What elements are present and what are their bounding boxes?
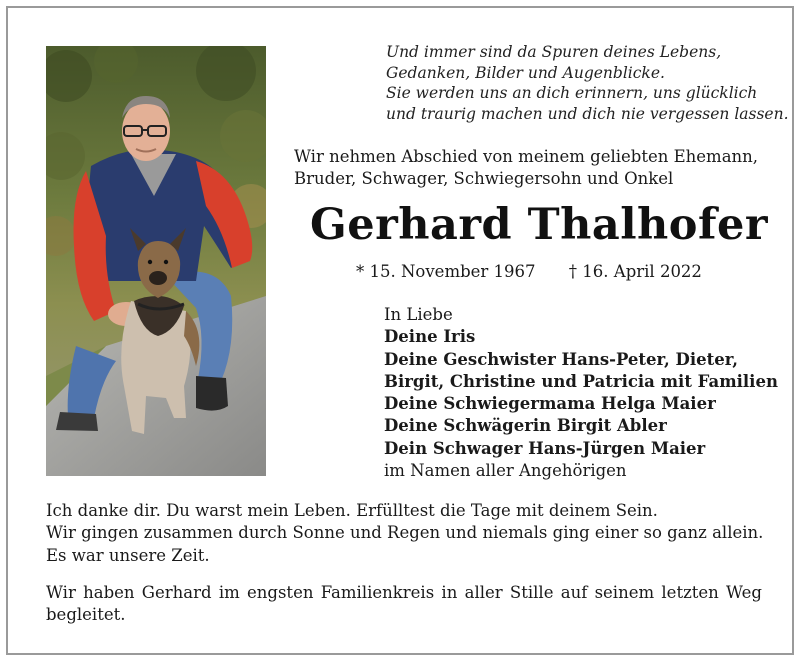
poem-line: Gedanken, Bilder und Augenblicke. bbox=[386, 63, 665, 82]
mourner-line: Dein Schwager Hans-Jürgen Maier bbox=[384, 438, 706, 458]
photo-man-with-dog bbox=[46, 46, 266, 476]
mourners-list bbox=[384, 304, 784, 482]
poem-line: Und immer sind da Spuren deines Lebens, bbox=[386, 43, 722, 61]
poem-line: Sie werden uns an dich erinnern, uns glücklich bbox=[386, 84, 758, 102]
intro-line: Wir nehmen Abschied von meinem geliebten Ehemann, bbox=[294, 147, 759, 166]
life-dates bbox=[356, 262, 776, 281]
mourners-opening: In Liebe bbox=[384, 305, 453, 324]
intro-line: Bruder, Schwager, Schwiegersohn und Onkel bbox=[294, 169, 674, 188]
farewell-intro bbox=[294, 146, 774, 190]
poem-line: und traurig machen und dich nie vergessen lassen. bbox=[386, 104, 789, 123]
mourner-line: Deine Geschwister Hans-Peter, Dieter, bbox=[384, 349, 738, 369]
burial-notice: Wir haben Gerhard im engsten Familienkreis in aller Stille auf seinem letzten Weg begleitet. bbox=[46, 583, 762, 625]
mourner-line: Deine Iris bbox=[384, 327, 476, 347]
memorial-poem bbox=[386, 42, 789, 124]
portrait-photo bbox=[46, 46, 266, 476]
birth-date: * 15. November 1967 bbox=[356, 262, 536, 281]
mourner-line: Birgit, Christine und Patricia mit Familien bbox=[384, 371, 778, 391]
closing-line: Wir gingen zusammen durch Sonne und Regen und niemals ging einer so ganz allein. bbox=[46, 523, 764, 543]
obituary-notice bbox=[6, 6, 794, 655]
closing-line: Ich danke dir. Du warst mein Leben. Erfülltest die Tage mit deinem Sein. bbox=[46, 501, 658, 520]
death-date: † 16. April 2022 bbox=[568, 262, 702, 281]
mourner-line: Deine Schwägerin Birgit Abler bbox=[384, 416, 667, 436]
mourner-line: Deine Schwiegermama Helga Maier bbox=[384, 394, 716, 414]
closing-verse bbox=[46, 500, 762, 567]
deceased-name: Gerhard Thalhofer bbox=[310, 200, 768, 250]
closing-line: Es war unsere Zeit. bbox=[46, 545, 210, 565]
mourners-closing: im Namen aller Angehörigen bbox=[384, 461, 627, 481]
